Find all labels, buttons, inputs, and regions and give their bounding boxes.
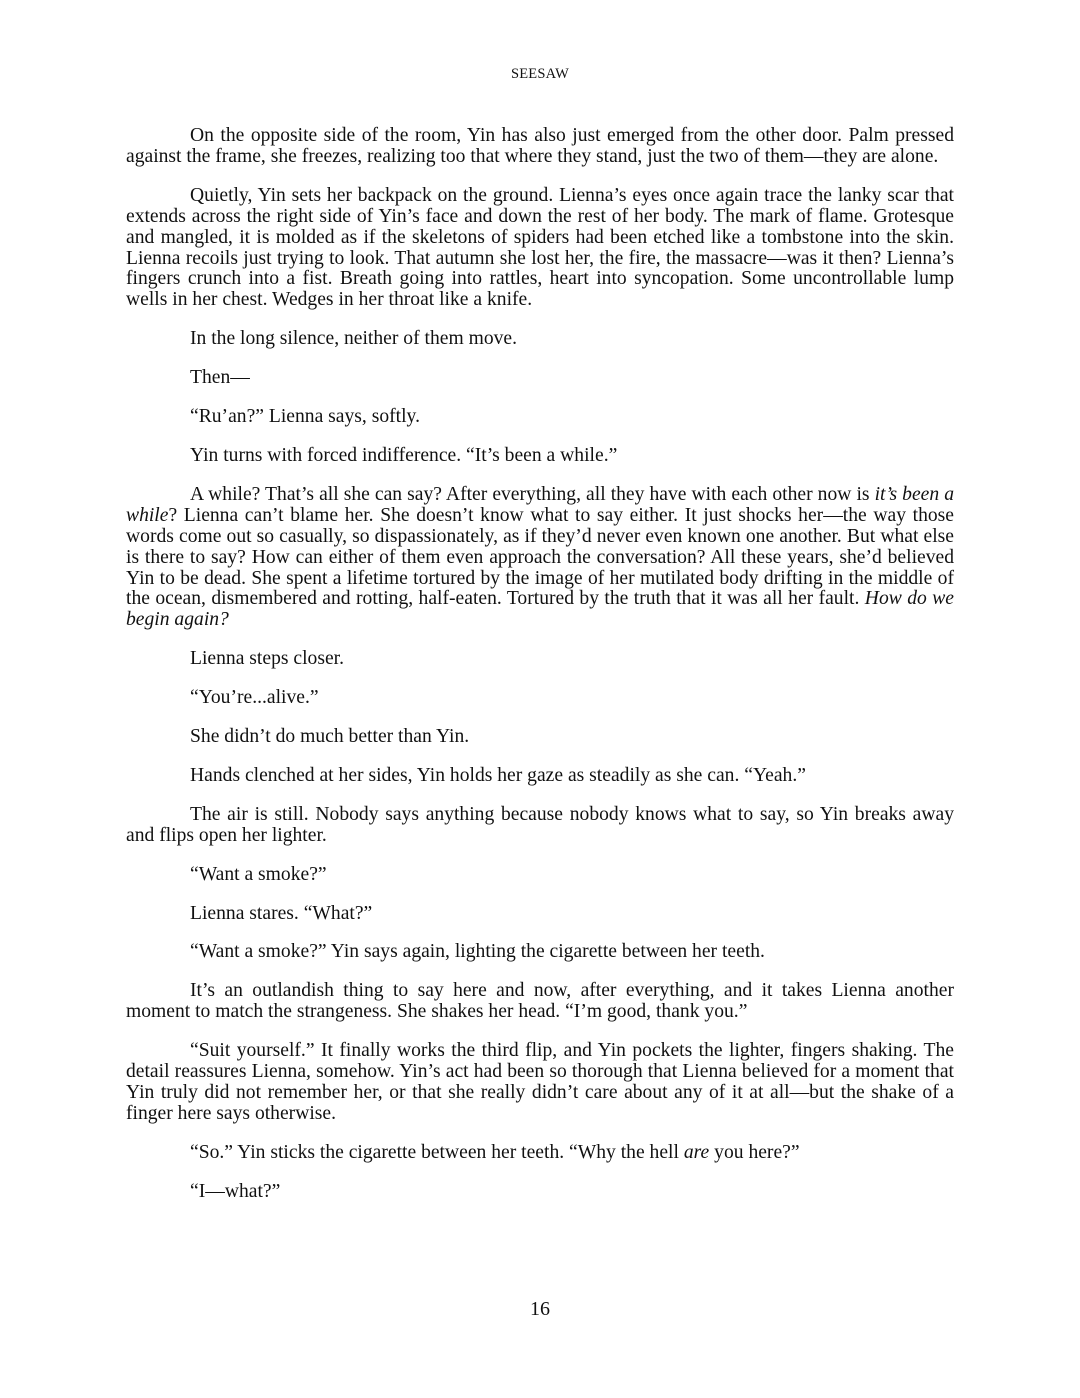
paragraph-4: Then— [190,367,250,389]
italic-phrase: it’s been a while [126,483,954,526]
italic-phrase: are [683,1141,710,1163]
paragraph-10: She didn’t do much better than Yin. [190,726,470,748]
paragraph-18: “So.” Yin sticks the cigarette between her teeth. “Why the hell are you here?” [190,1141,800,1163]
paragraph-19: “I—what?” [190,1180,281,1202]
paragraph-17: “Suit yourself.” It finally works the third flip, and Yin pockets the lighter, fingers shaking. The detail reassures Lienna, somehow. Yin’s act had been so thorough that Lienna believed for a moment that Yin truly did not remember her, or that she really didn’t care about any of it at all—but the shake of a finger here says otherwise. [126,1040,954,1124]
paragraph-13: “Want a smoke?” [190,863,327,885]
paragraph-1: On the opposite side of the room, Yin has also just emerged from the other door. Palm pressed against the frame, she freezes, realizing too that where they stand, just the two of them—they are alone. [126,125,954,167]
page-number: 16 [530,1298,550,1320]
italic-phrase: How do we begin again? [126,588,954,631]
paragraph-2: Quietly, Yin sets her backpack on the ground. Lienna’s eyes once again trace the lanky scar that extends across the right side of Yin’s face and down the rest of her body. The mark of flame. Grotesque and mangled, it is molded as if the skeletons of spiders had been etched like a tombstone into the skin. Lienna recoils just trying to look. That autumn she lost her, the fire, the massacre—was it then? Lienna’s fingers crunch into a fist. Breath going into rattles, heart into syncopation. Some uncontrollable lump wells in her chest. Wedges in her throat like a knife. [126,184,954,311]
paragraph-14: Lienna stares. “What?” [190,902,373,924]
paragraph-8: Lienna steps closer. [190,648,344,670]
paragraph-11: Hands clenched at her sides, Yin holds her gaze as steadily as she can. “Yeah.” [190,764,806,786]
paragraph-9: “You’re...alive.” [190,687,319,709]
paragraph-15: “Want a smoke?” Yin says again, lighting the cigarette between her teeth. [190,941,765,963]
paragraph-16: It’s an outlandish thing to say here and now, after everything, and it takes Lienna another moment to match the strangeness. She shakes her head. “I’m good, thank you.” [126,980,954,1023]
paragraph-5: “Ru’an?” Lienna says, softly. [190,406,420,428]
paragraph-6: Yin turns with forced indifference. “It’s been a while.” [190,444,618,466]
paragraph-12: The air is still. Nobody says anything because nobody knows what to say, so Yin breaks away and flips open her lighter. [126,803,954,846]
body-text [126,126,954,1221]
paragraph-7: A while? That’s all she can say? After everything, all they have with each other now is it’s been a while? Lienna can’t blame her. She doesn’t know what to say either. It just shocks her—the way those words come out so casually, so dispassionately, as if they’d never even known one another. But what else is there to say? How can either of them even approach the conversation? All these years, she’d believed Yin to be dead. She spent a lifetime tortured by the image of her mutilated body drifting in the middle of the ocean, dismembered and rotting, half-eaten. Tortured by the truth that it was all her fault. How do we begin again? [126,483,954,631]
paragraph-3: In the long silence, neither of them move. [190,328,518,350]
running-head: SEESAW [510,66,570,82]
